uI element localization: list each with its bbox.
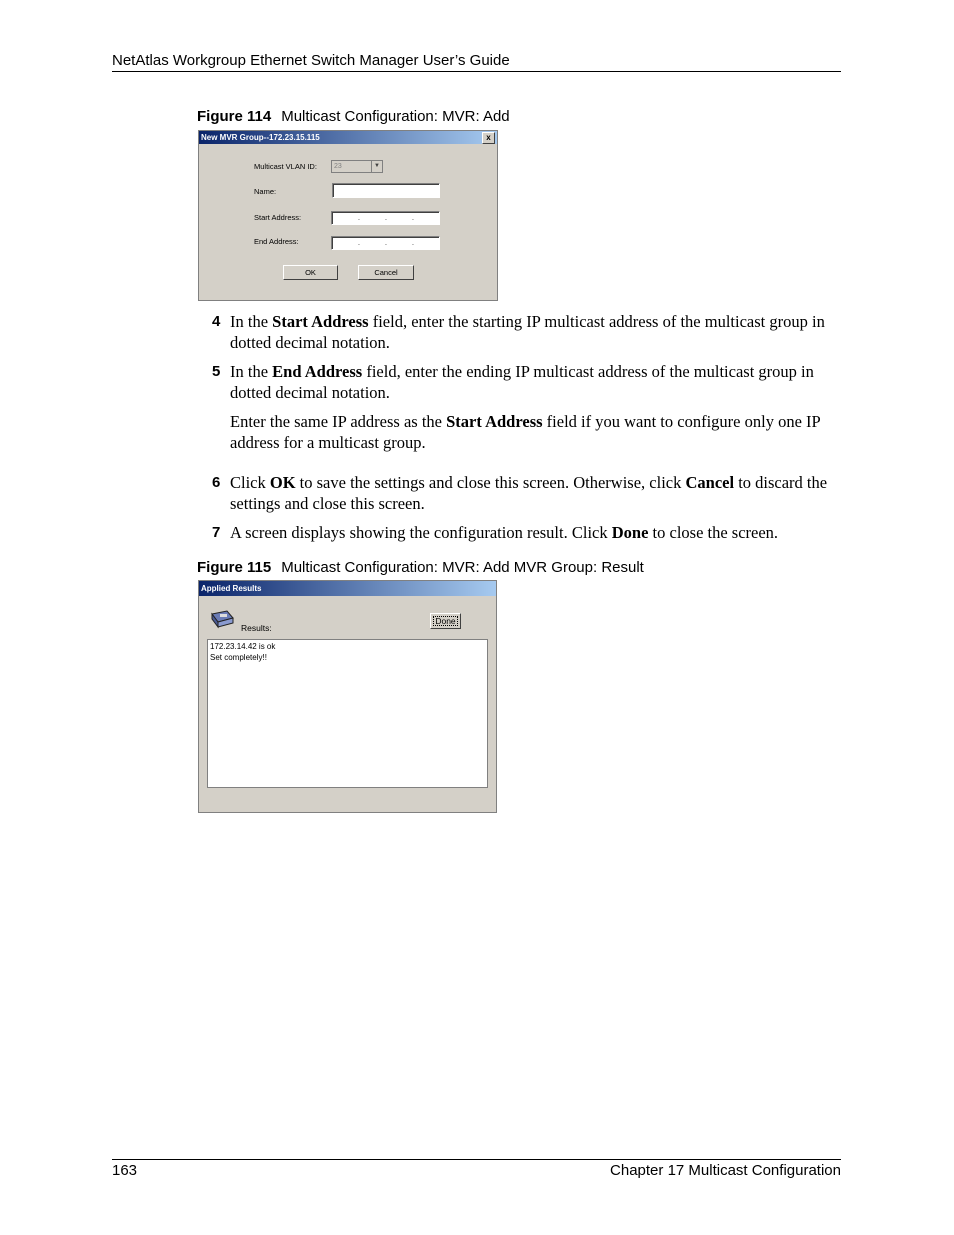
result-line: 172.23.14.42 is ok — [210, 642, 276, 651]
step-5-note: Enter the same IP address as the Start Address field if you want to configure only one IP address for a multicast group. — [230, 412, 821, 452]
page-number: 163 — [112, 1162, 138, 1179]
vlan-label: Multicast VLAN ID: — [254, 162, 317, 171]
dialog-title: New MVR Group--172.23.15.115 — [201, 133, 320, 142]
end-address-input[interactable]: . . . — [331, 236, 440, 250]
results-titlebar — [199, 581, 496, 596]
step-4: 4 In the Start Address field, enter the starting IP multicast address of the multicast group in dotted decimal notation. — [212, 312, 825, 352]
step-5: 5 In the End Address field, enter the ending IP multicast address of the multicast group in dotted decimal notation. — [212, 362, 814, 402]
header-rule — [112, 71, 841, 72]
vlan-select[interactable]: 23 ▼ — [331, 160, 383, 173]
footer-rule — [112, 1159, 841, 1160]
new-mvr-group-dialog — [198, 130, 498, 301]
applied-results-dialog — [198, 580, 497, 813]
done-button[interactable]: Done — [430, 613, 461, 629]
end-address-label: End Address: — [254, 237, 299, 246]
step-6: 6 Click OK to save the settings and close this screen. Otherwise, click Cancel to discard the settings and close this screen. — [212, 473, 828, 513]
name-input[interactable] — [332, 183, 440, 198]
chapter-title: Chapter 17 Multicast Configuration — [610, 1162, 841, 1179]
dialog-titlebar — [199, 131, 497, 144]
computer-icon — [209, 608, 235, 630]
step-7: 7 A screen displays showing the configuration result. Click Done to close the screen. — [212, 523, 779, 542]
start-address-input[interactable]: . . . — [331, 211, 440, 225]
chevron-down-icon: ▼ — [371, 161, 382, 172]
close-icon[interactable]: x — [482, 132, 495, 144]
figure-115-caption: Figure 115 Multicast Configuration: MVR: Add MVR Group: Result — [197, 559, 644, 576]
ok-button[interactable]: OK — [283, 265, 338, 280]
start-address-label: Start Address: — [254, 213, 302, 222]
results-label: Results: — [241, 623, 272, 633]
results-output — [207, 639, 488, 788]
figure-114-caption: Figure 114 Multicast Configuration: MVR: Add — [197, 108, 510, 125]
cancel-button[interactable]: Cancel — [358, 265, 414, 280]
page-header: NetAtlas Workgroup Ethernet Switch Manager User’s Guide — [112, 52, 510, 69]
name-label: Name: — [254, 187, 277, 196]
results-title: Applied Results — [201, 584, 262, 593]
result-line: Set completely!! — [210, 653, 267, 662]
